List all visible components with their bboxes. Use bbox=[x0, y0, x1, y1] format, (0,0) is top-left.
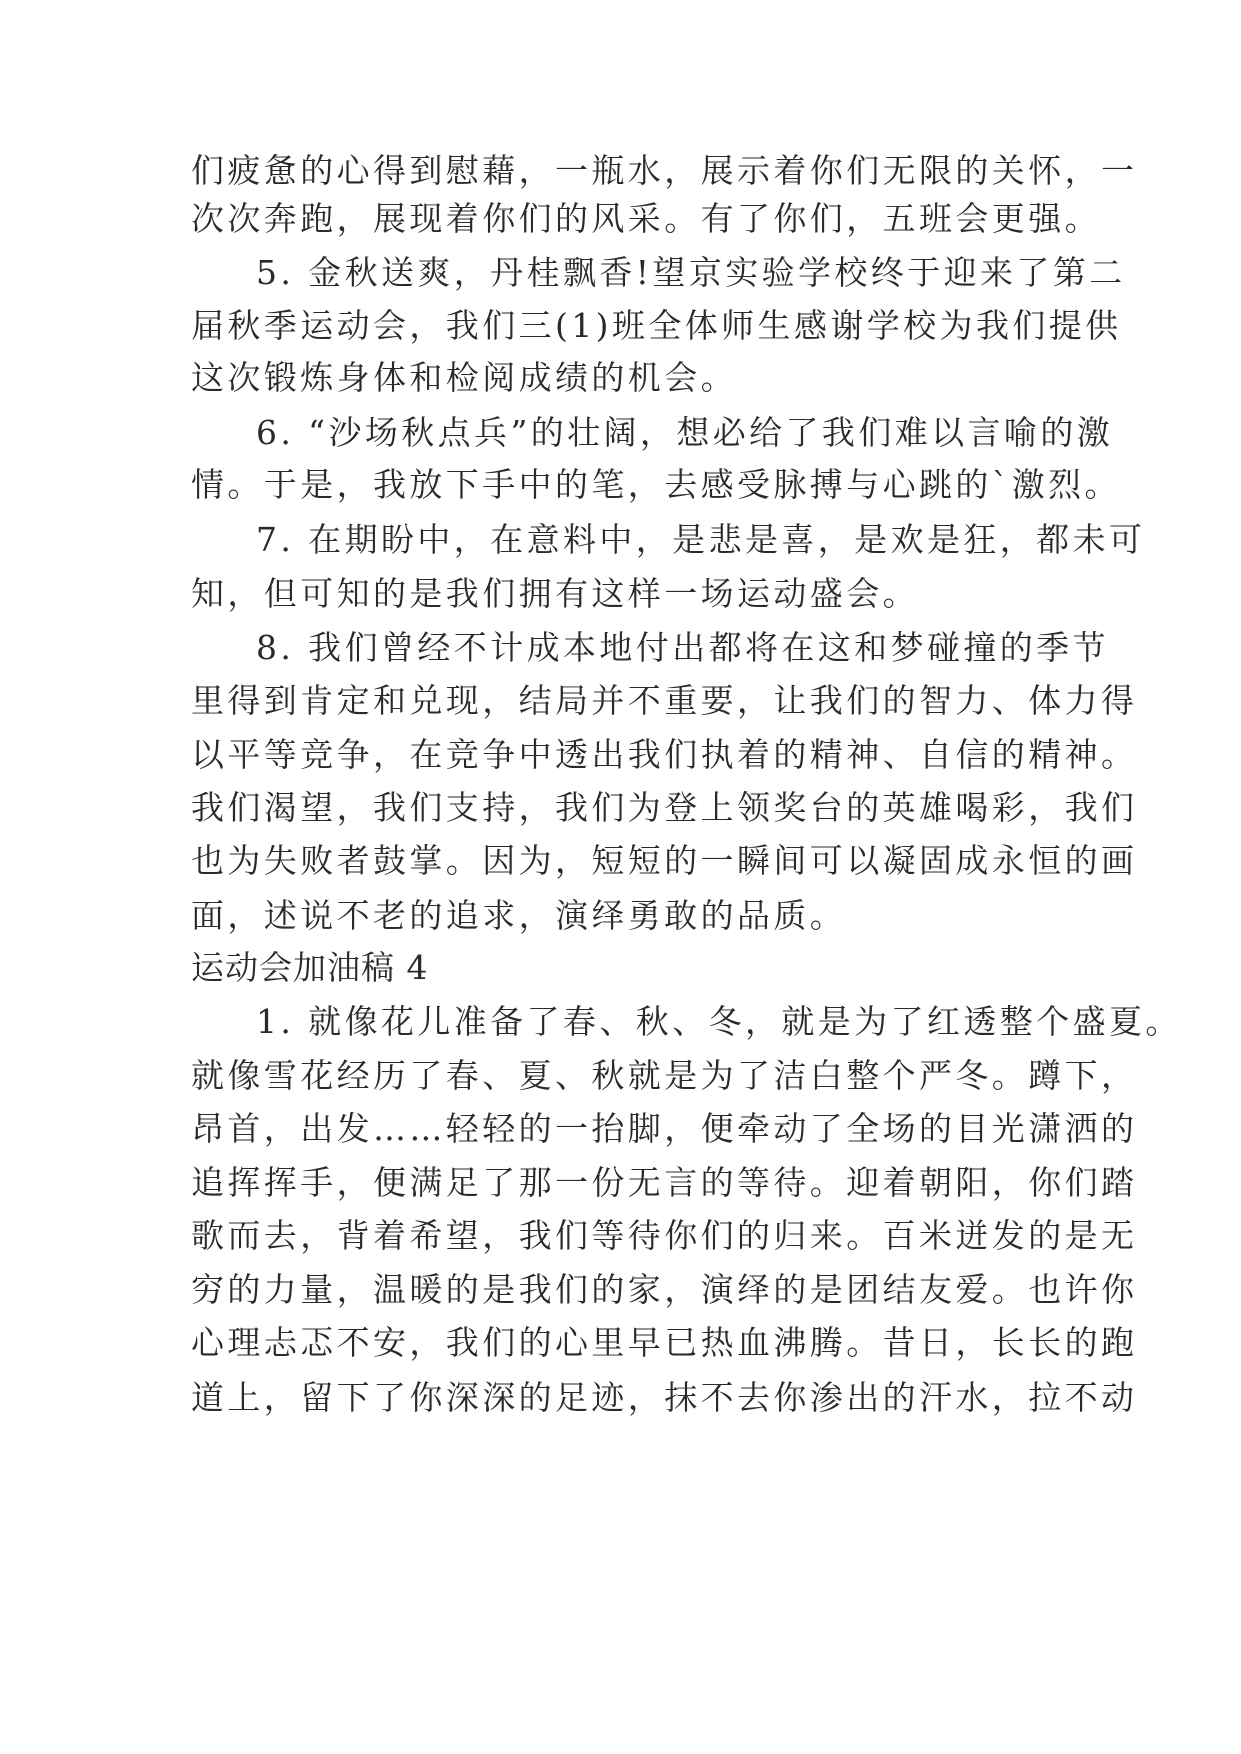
text-line: 知，但可知的是我们拥有这样一场运动盛会。 bbox=[191, 574, 919, 613]
text-line: 情。于是，我放下手中的笔，去感受脉搏与心跳的`激烈。 bbox=[191, 465, 1121, 504]
text-line: 追挥挥手，便满足了那一份无言的等待。迎着朝阳，你们踏 bbox=[191, 1163, 1138, 1202]
text-line: 5. 金秋送爽，丹桂飘香!望京实验学校终于迎来了第二 bbox=[256, 253, 1126, 292]
text-line: 8. 我们曾经不计成本地付出都将在这和梦碰撞的季节 bbox=[256, 628, 1109, 667]
text-line: 昂首，出发……轻轻的一抬脚，便牵动了全场的目光潇洒的 bbox=[191, 1109, 1138, 1148]
text-line: 心理忐忑不安，我们的心里早已热血沸腾。昔日，长长的跑 bbox=[191, 1323, 1138, 1362]
text-line: 6. “沙场秋点兵”的壮阔，想必给了我们难以言喻的激 bbox=[256, 413, 1114, 452]
text-line: 以平等竞争，在竞争中透出我们执着的精神、自信的精神。 bbox=[191, 735, 1138, 774]
text-line: 也为失败者鼓掌。因为，短短的一瞬间可以凝固成永恒的画 bbox=[191, 841, 1138, 880]
section-heading: 运动会加油稿 4 bbox=[191, 948, 429, 987]
text-line: 次次奔跑，展现着你们的风采。有了你们，五班会更强。 bbox=[191, 199, 1101, 238]
text-line: 1. 就像花儿准备了春、秋、冬，就是为了红透整个盛夏。 bbox=[256, 1002, 1182, 1041]
text-line: 我们渴望，我们支持，我们为登上领奖台的英雄喝彩，我们 bbox=[191, 788, 1138, 827]
text-line: 道上，留下了你深深的足迹，抹不去你渗出的汗水，拉不动 bbox=[191, 1378, 1138, 1417]
text-line: 这次锻炼身体和检阅成绩的机会。 bbox=[191, 358, 737, 397]
text-line: 7. 在期盼中，在意料中，是悲是喜，是欢是狂，都未可 bbox=[256, 520, 1146, 559]
text-line: 届秋季运动会，我们三(1)班全体师生感谢学校为我们提供 bbox=[191, 306, 1122, 345]
text-line: 里得到肯定和兑现，结局并不重要，让我们的智力、体力得 bbox=[191, 681, 1138, 720]
text-line: 穷的力量，温暖的是我们的家，演绎的是团结友爱。也许你 bbox=[191, 1270, 1138, 1309]
text-line: 们疲惫的心得到慰藉，一瓶水，展示着你们无限的关怀，一 bbox=[191, 151, 1138, 190]
text-line: 面，述说不老的追求，演绎勇敢的品质。 bbox=[191, 896, 847, 935]
text-line: 就像雪花经历了春、夏、秋就是为了洁白整个严冬。蹲下， bbox=[191, 1056, 1138, 1095]
text-line: 歌而去，背着希望，我们等待你们的归来。百米迸发的是无 bbox=[191, 1216, 1138, 1255]
